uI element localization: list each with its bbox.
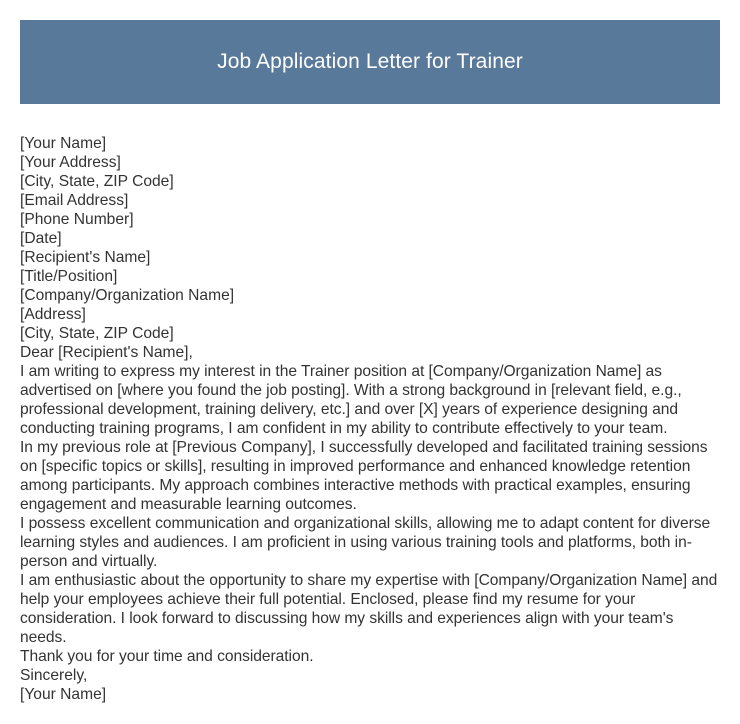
recipient-city-state-zip: [City, State, ZIP Code] xyxy=(20,325,174,342)
recipient-title: [Title/Position] xyxy=(20,268,118,285)
sender-address: [Your Address] xyxy=(20,154,121,171)
paragraph-enthusiasm: I am enthusiastic about the opportunity to share my expertise with [Company/Organization Name] and help your employees achieve their full potential. Enclosed, please find my resume for your consideration. I look forward to discussing how my skills and experiences align with your team's needs. xyxy=(20,572,718,646)
paragraph-skills: I possess excellent communication and organizational skills, allowing me to adapt content for diverse learning styles and audiences. I am proficient in using various training tools and platforms, both in-person and virtually. xyxy=(20,515,711,570)
sender-phone: [Phone Number] xyxy=(20,211,134,228)
sender-email: [Email Address] xyxy=(20,192,129,209)
letter-body xyxy=(20,134,724,704)
page-title: Job Application Letter for Trainer xyxy=(217,50,523,73)
paragraph-intro: I am writing to express my interest in the Trainer position at [Company/Organization Name] as advertised on [where you found the job posting]. With a strong background in [relevant field, e.g., professional development, training delivery, etc.] and over [X] years of experience designing and conducting training programs, I am confident in my ability to contribute effectively to your team. xyxy=(20,363,682,437)
closing: Sincerely, xyxy=(20,667,88,684)
signature: [Your Name] xyxy=(20,686,107,703)
sender-city-state-zip: [City, State, ZIP Code] xyxy=(20,173,174,190)
recipient-company: [Company/Organization Name] xyxy=(20,287,235,304)
recipient-address: [Address] xyxy=(20,306,86,323)
recipient-name: [Recipient's Name] xyxy=(20,249,151,266)
sender-name: [Your Name] xyxy=(20,135,107,152)
paragraph-experience: In my previous role at [Previous Company], I successfully developed and facilitated training sessions on [specific topics or skills], resulting in improved performance and enhanced knowledge retention among participants. My approach combines interactive methods with practical examples, ensuring engagement and measurable learning outcomes. xyxy=(20,439,708,513)
salutation: Dear [Recipient's Name], xyxy=(20,344,193,361)
title-banner xyxy=(20,20,720,104)
letter-date: [Date] xyxy=(20,230,62,247)
paragraph-thanks: Thank you for your time and consideration. xyxy=(20,648,314,665)
